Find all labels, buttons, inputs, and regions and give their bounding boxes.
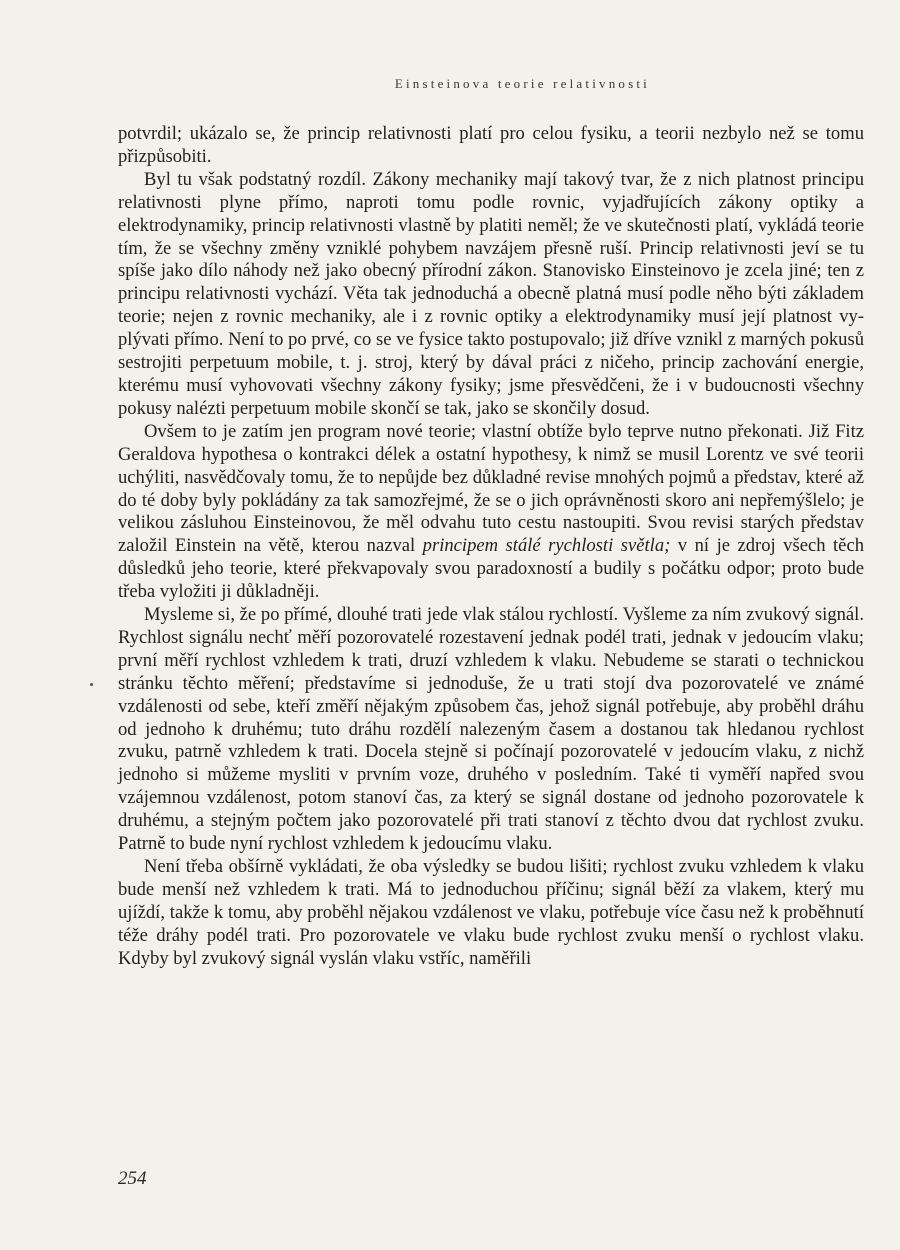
paragraph-1-text: potvrdil; ukázalo se, že princip relativnosti platí pro celou fysiku, a teorii nezbylo než se tomu přizpůsobiti.: [118, 123, 864, 167]
paragraph-4-text: Mysleme si, že po přímé, dlouhé trati jede vlak stálou rychlostí. Vyšleme za ním zvukový signál. Rychlost signálu nechť měří pozorovatelé rozestavení jednak podél trati, jednak v jedoucím vlaku; první měří rychlost vzhledem k trati, druzí vzhledem k vlaku. Nebudeme se starati o technickou stránku těchto měření; představíme si jednoduše, že u trati stojí dva pozorovatelé ve známé vzdálenosti od sebe, kteří změří nějakým způsobem čas, jehož signál potřebuje, aby proběhl dráhu od jednoho k druhému; tuto dráhu rozdělí nalezeným časem a dostanou tak hledanou rychlost zvuku, patrně vzhledem k trati. Docela stejně si počínají pozorovatelé v jedoucím vlaku, z nichž jednoho si můžeme mysliti v prvním voze, druhého v posledním. Také ti vyměří napřed svou vzájemnou vzdálenost, potom stanoví čas, za který se signál dostane od jednoho pozorovatele k druhému, a stejným počtem jako pozorovatelé při trati stanoví z těchto dvou dat rychlost zvuku. Patrně to bude nyní rychlost vzhledem k jedoucímu vlaku.: [118, 604, 864, 855]
paragraph-3-text: Ovšem to je zatím jen program nové teorie; vlastní obtíže bylo teprve nutno překonati. Již Fitz Geraldova hypothesa o kontrakci délek a ostatní hypothesy, k nimž se musil Lorentz ve své teorii uchýliti, nasvědčovaly tomu, že to nepůjde bez důkladné revise mnohých pojmů a představ, které až do té doby byly pokládány za tak samozřejmé, že se o jich oprávněnosti skoro ani nepřemýšlelo; je velikou zásluhou Einsteinovou, že měl odvahu tuto cestu nastoupiti. Svou revisi starých představ založil Einstein na větě, kterou nazval: [118, 420, 864, 557]
paragraph-3: [118, 421, 864, 604]
paragraph-2: [118, 169, 864, 421]
paragraph-5: [118, 856, 864, 971]
paragraph-5-text: Není třeba obšírně vykládati, že oba výsledky se budou lišiti; rychlost zvuku vzhledem k vlaku bude menší než vzhledem k trati. Má to jednoduchou příčinu; signál běží za vlakem, který mu ujíždí, takže k tomu, aby proběhl nějakou vzdálenost ve vlaku, potřebuje více času než k proběhnutí téže dráhy podél trati. Pro pozorovatele ve vlaku bude rychlost zvuku menší o rychlost vlaku. Kdyby byl zvukový signál vyslán vlaku vstříc, naměřili: [118, 856, 864, 969]
paragraph-2-text: Byl tu však podstatný rozdíl. Zákony mechaniky mají takový tvar, že z nich platnost principu relativnosti plyne přímo, naproti tomu podle rovnic, vyjadřujících zákony optiky a elektrodynamiky, princip relativnosti vlastně by platiti neměl; že ve skutečnosti platí, vykládá teorie tím, že se všechny změny vzniklé pohybem navzájem přesně ruší. Princip relativnosti jeví se tu spíše jako dílo náhody než jako obecný přírodní zákon. Stanovisko Einsteinovo je zcela jiné; ten z principu relativnosti vychází. Věta tak jednoduchá a obecně platná musí podle něho býti základem teorie; nejen z rovnic mechaniky, ale i z rovnic optiky a elektrodynamiky musí její platnost vyplývati přímo. Není to po prvé, co se ve fysice takto postupovalo; již dříve vznikl z marných pokusů sestrojiti perpetuum mobile, t. j. stroj, který by dával práci z ničeho, princip zachování energie, kterému musí vyhovovati všechny zákony fysiky; jsme přesvědčeni, že i v budoucnosti všechny pokusy nalézti perpetuum mobile skončí se tak, jako se skončily dosud.: [118, 168, 864, 419]
paragraph-4: [118, 604, 864, 856]
body-text: [118, 123, 864, 971]
paragraph-1: [118, 123, 864, 169]
paragraph-3-text-after: v ní je zdroj všech těch důsledků jeho teorie, které překvapovaly svou paradoxností a budily s počátku odpor; proto bude třeba vyložiti ji důkladněji.: [118, 535, 864, 603]
running-head: Einsteinova teorie relativnosti: [394, 76, 650, 91]
page-number: 254: [118, 1168, 147, 1189]
margin-mark: [90, 683, 93, 686]
paragraph-3-emphasis: principem stálé rychlosti světla;: [422, 535, 671, 557]
